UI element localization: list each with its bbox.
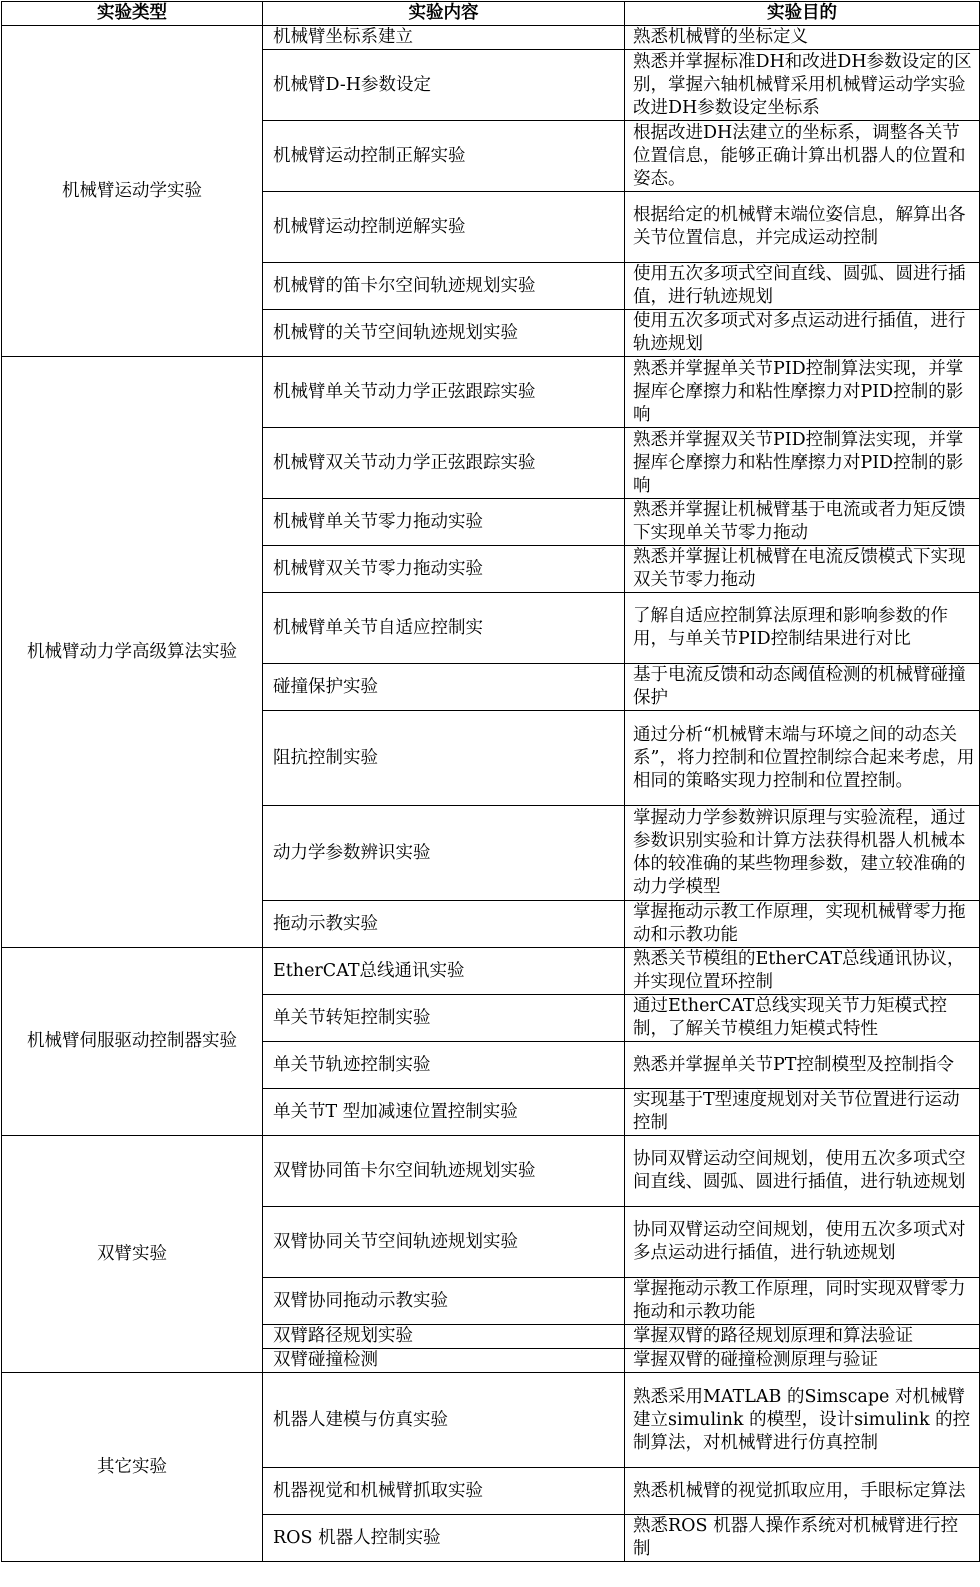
experiment-content: 单关节转矩控制实验: [263, 995, 625, 1042]
experiment-content: 机械臂的笛卡尔空间轨迹规划实验: [263, 263, 625, 310]
experiment-category: 机械臂动力学高级算法实验: [2, 357, 263, 948]
experiment-content: 阻抗控制实验: [263, 711, 625, 806]
header-purpose: 实验目的: [625, 2, 980, 26]
experiment-content: 双臂协同笛卡尔空间轨迹规划实验: [263, 1136, 625, 1207]
experiment-content: 机械臂双关节零力拖动实验: [263, 546, 625, 593]
experiment-content: 机器人建模与仿真实验: [263, 1373, 625, 1468]
experiment-content: 单关节T 型加减速位置控制实验: [263, 1089, 625, 1136]
table-body: [2, 26, 980, 1562]
experiment-purpose: 熟悉并掌握让机械臂基于电流或者力矩反馈下实现单关节零力拖动: [625, 499, 980, 546]
experiment-purpose: 熟悉并掌握标准DH和改进DH参数设定的区别，掌握六轴机械臂采用机械臂运动学实验改进DH参数设定坐标系: [625, 50, 980, 121]
table-row: [2, 26, 980, 50]
experiment-content: 双臂协同关节空间轨迹规划实验: [263, 1207, 625, 1278]
experiment-category: 机械臂运动学实验: [2, 26, 263, 357]
experiment-content: 机械臂单关节零力拖动实验: [263, 499, 625, 546]
experiment-content: 单关节轨迹控制实验: [263, 1042, 625, 1089]
experiment-purpose: 协同双臂运动空间规划，使用五次多项式空间直线、圆弧、圆进行插值，进行轨迹规划: [625, 1136, 980, 1207]
experiment-content: 碰撞保护实验: [263, 664, 625, 711]
experiment-purpose: 掌握双臂的路径规划原理和算法验证: [625, 1325, 980, 1349]
experiment-purpose: 协同双臂运动空间规划，使用五次多项式对多点运动进行插值，进行轨迹规划: [625, 1207, 980, 1278]
table-row: [2, 1136, 980, 1207]
experiment-purpose: 根据改进DH法建立的坐标系，调整各关节位置信息，能够正确计算出机器人的位置和姿态。: [625, 121, 980, 192]
experiment-table: [1, 1, 980, 1562]
experiment-purpose: 熟悉并掌握单关节PID控制算法实现，并掌握库仑摩擦力和粘性摩擦力对PID控制的影响: [625, 357, 980, 428]
experiment-content: 拖动示教实验: [263, 901, 625, 948]
experiment-category: 机械臂伺服驱动控制器实验: [2, 948, 263, 1136]
experiment-content: 机械臂D-H参数设定: [263, 50, 625, 121]
table-row: [2, 1373, 980, 1468]
experiment-purpose: 熟悉并掌握让机械臂在电流反馈模式下实现双关节零力拖动: [625, 546, 980, 593]
experiment-purpose: 实现基于T型速度规划对关节位置进行运动控制: [625, 1089, 980, 1136]
experiment-purpose: 通过分析“机械臂末端与环境之间的动态关系”，将力控制和位置控制综合起来考虑，用相同的策略实现力控制和位置控制。: [625, 711, 980, 806]
experiment-purpose: 基于电流反馈和动态阈值检测的机械臂碰撞保护: [625, 664, 980, 711]
experiment-purpose: 通过EtherCAT总线实现关节力矩模式控制，了解关节模组力矩模式特性: [625, 995, 980, 1042]
experiment-content: 机械臂单关节动力学正弦跟踪实验: [263, 357, 625, 428]
experiment-content: EtherCAT总线通讯实验: [263, 948, 625, 995]
experiment-purpose: 熟悉机械臂的视觉抓取应用，手眼标定算法: [625, 1468, 980, 1515]
experiment-purpose: 熟悉采用MATLAB 的Simscape 对机械臂建立simulink 的模型，设计simulink 的控制算法，对机械臂进行仿真控制: [625, 1373, 980, 1468]
experiment-purpose: 熟悉关节模组的EtherCAT总线通讯协议，并实现位置环控制: [625, 948, 980, 995]
experiment-category: 双臂实验: [2, 1136, 263, 1373]
experiment-content: 机械臂单关节自适应控制实: [263, 593, 625, 664]
experiment-content: 机械臂双关节动力学正弦跟踪实验: [263, 428, 625, 499]
experiment-content: 机械臂运动控制正解实验: [263, 121, 625, 192]
table-row: [2, 948, 980, 995]
experiment-content: 动力学参数辨识实验: [263, 806, 625, 901]
experiment-content: 双臂路径规划实验: [263, 1325, 625, 1349]
header-row: [2, 2, 980, 26]
experiment-purpose: 熟悉并掌握双关节PID控制算法实现，并掌握库仑摩擦力和粘性摩擦力对PID控制的影响: [625, 428, 980, 499]
experiment-purpose: 使用五次多项式空间直线、圆弧、圆进行插值，进行轨迹规划: [625, 263, 980, 310]
experiment-purpose: 熟悉ROS 机器人操作系统对机械臂进行控制: [625, 1515, 980, 1562]
experiment-purpose: 熟悉机械臂的坐标定义: [625, 26, 980, 50]
header-type: 实验类型: [2, 2, 263, 26]
experiment-purpose: 了解自适应控制算法原理和影响参数的作用，与单关节PID控制结果进行对比: [625, 593, 980, 664]
table-row: [2, 357, 980, 428]
experiment-content: 机械臂坐标系建立: [263, 26, 625, 50]
experiment-purpose: 掌握拖动示教工作原理，同时实现双臂零力拖动和示教功能: [625, 1278, 980, 1325]
experiment-purpose: 掌握动力学参数辨识原理与实验流程，通过参数识别实验和计算方法获得机器人机械本体的较准确的某些物理参数，建立较准确的动力学模型: [625, 806, 980, 901]
experiment-purpose: 熟悉并掌握单关节PT控制模型及控制指令: [625, 1042, 980, 1089]
experiment-purpose: 使用五次多项式对多点运动进行插值，进行轨迹规划: [625, 310, 980, 357]
experiment-purpose: 根据给定的机械臂末端位姿信息，解算出各关节位置信息，并完成运动控制: [625, 192, 980, 263]
experiment-purpose: 掌握双臂的碰撞检测原理与验证: [625, 1349, 980, 1373]
experiment-content: 机械臂运动控制逆解实验: [263, 192, 625, 263]
experiment-content: ROS 机器人控制实验: [263, 1515, 625, 1562]
experiment-content: 机器视觉和机械臂抓取实验: [263, 1468, 625, 1515]
experiment-purpose: 掌握拖动示教工作原理，实现机械臂零力拖动和示教功能: [625, 901, 980, 948]
header-content: 实验内容: [263, 2, 625, 26]
experiment-category: 其它实验: [2, 1373, 263, 1562]
experiment-content: 双臂碰撞检测: [263, 1349, 625, 1373]
experiment-content: 机械臂的关节空间轨迹规划实验: [263, 310, 625, 357]
experiment-content: 双臂协同拖动示教实验: [263, 1278, 625, 1325]
